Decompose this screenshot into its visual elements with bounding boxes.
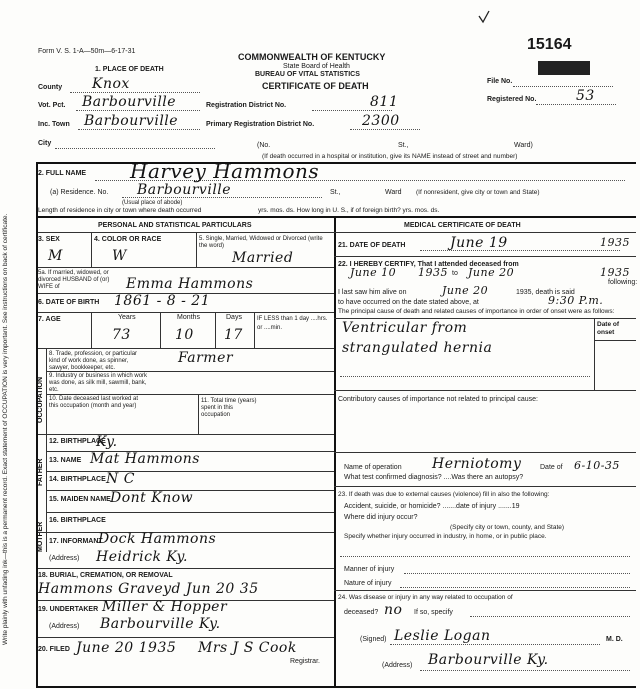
birthplace-14-value: N C [106, 471, 135, 487]
signed-line [390, 644, 600, 645]
occ-10-11-divider [198, 394, 199, 434]
nature-label: Nature of injury [344, 580, 392, 587]
vot-label: Vot. Pct. [38, 102, 66, 109]
ward-label: Ward) [514, 142, 533, 149]
operation-date-label: Date of [540, 464, 563, 471]
spouse-label: 5a. If married, widowed, or divorced HUSBAND of (or) WIFE of [38, 270, 110, 290]
doctor-address-line [420, 670, 630, 671]
accident-label: Accident, suicide, or homicide? .......date of injury .......19 [344, 503, 520, 510]
vot-value: Barbourville [82, 94, 177, 110]
length-residence-label: Length of residence in city or town where death occurred [38, 207, 202, 214]
county-line [70, 92, 200, 93]
birthplace-12-label: 12. BIRTHPLACE [49, 438, 106, 445]
divider-parents [36, 434, 334, 435]
st-label: St., [398, 142, 409, 149]
hospital-note: (If death occurred in a hospital or institution, give its NAME instead of street and number) [262, 153, 518, 160]
divider-operation [334, 452, 636, 453]
attended-from-year: 1935 [418, 266, 448, 279]
registered-no-value: 53 [576, 88, 595, 104]
age-label: 7. AGE [38, 316, 61, 323]
mother-vertical-label: MOTHER [37, 521, 44, 552]
if-so-label: If so, specify [414, 609, 453, 616]
doctor-address-label: (Address) [382, 662, 413, 669]
file-no-line [513, 86, 613, 87]
less-than-day-label: IF LESS than 1 day ....hrs. or ....min. [257, 316, 328, 331]
age-days-label: Days [226, 314, 242, 321]
last-saw-year: 1935, death is said [516, 289, 575, 296]
cause-line-1: Ventricular from [342, 320, 468, 336]
occ-10-label: 10. Date deceased last worked at this occupation (month and year) [49, 396, 139, 409]
specify-line [340, 556, 630, 557]
reg-district-line [312, 110, 392, 111]
date-of-death-value: June 19 [450, 235, 508, 251]
following-label: following: [608, 279, 638, 286]
divider-external [334, 486, 636, 487]
divider-occ-10 [46, 394, 334, 395]
diagnosis-label: What test confirmed diagnosis? ....Was there an autopsy? [344, 474, 524, 481]
attended-from-value: June 10 [350, 266, 397, 279]
informant-address-label: (Address) [49, 555, 80, 562]
burial-value: Hammons Graveyd Jun 20 35 [38, 581, 259, 597]
length-residence-units: yrs. mos. ds. How long in U. S., if of foreign birth? yrs. mos. ds. [258, 207, 440, 214]
last-saw-label: I last saw him alive on [338, 289, 407, 296]
reg-district-label: Registration District No. [206, 102, 287, 109]
father-vertical-label: FATHER [37, 458, 44, 486]
title-commonwealth: COMMONWEALTH OF KENTUCKY [238, 52, 386, 62]
occ-9-label: 9. Industry or business in which work was done, as silk mill, sawmill, bank, etc. [49, 373, 148, 393]
inc-town-line [78, 129, 200, 130]
city-label: City [38, 140, 52, 147]
sex-value: M [48, 248, 63, 264]
occurred-label: to have occurred on the date stated above, at [338, 299, 479, 306]
vot-line [76, 110, 200, 111]
left-border [36, 162, 38, 686]
filed-value: June 20 1935 [76, 640, 177, 656]
residence-label: (a) Residence. No. [50, 189, 109, 196]
age-col1-divider [91, 312, 92, 348]
cause-line-2: strangulated hernia [342, 340, 493, 356]
onset-divider [594, 318, 595, 390]
age-months-label: Months [177, 314, 200, 321]
county-value: Knox [92, 76, 130, 92]
birthplace-12-value: Ky. [96, 434, 118, 450]
informant-address-value: Heidrick Ky. [96, 549, 188, 565]
divider-contributory [334, 390, 636, 391]
age-col4-divider [254, 312, 255, 348]
certificate-number: 15164 [527, 36, 572, 53]
divider-sections-top [36, 216, 636, 218]
name-13-label: 13. NAME [49, 457, 82, 464]
age-col2-divider [160, 312, 161, 348]
deceased-value: no [384, 602, 403, 618]
center-divider [334, 216, 336, 686]
operation-date-value: 6-10-35 [574, 459, 620, 472]
undertaker-address-value: Barbourville Ky. [100, 616, 221, 632]
undertaker-label: 19. UNDERTAKER [38, 606, 99, 613]
title-board: State Board of Health [283, 63, 350, 70]
divider-section-titles [36, 232, 636, 233]
medical-section-title: MEDICAL CERTIFICATE OF DEATH [404, 222, 521, 229]
md-label: M. D. [606, 636, 623, 643]
place-of-death-label: 1. PLACE OF DEATH [95, 66, 164, 73]
residence-value: Barbourville [137, 182, 232, 198]
spouse-value: Emma Hammons [126, 276, 254, 292]
personal-section-title: PERSONAL AND STATISTICAL PARTICULARS [98, 222, 252, 229]
age-years-label: Years [118, 314, 136, 321]
onset-header-line [594, 340, 636, 341]
specify-injury-label: Specify whether injury occurred in industry, in home, or in public place. [344, 533, 547, 540]
divider-occupation-related [334, 590, 636, 591]
color-label: 4. COLOR OR RACE [94, 236, 162, 243]
divider-spouse [36, 267, 334, 268]
age-years-value: 73 [112, 327, 131, 343]
external-causes-label: 23. If death was due to external causes (violence) fill in also the following: [338, 491, 550, 498]
attended-to-year: 1935 [600, 266, 630, 279]
margin-instructions: Write plainly with unfading ink—this is a permanent record. Exact statement of OCCUPATION is very important. See instructions on back of certificate. [2, 213, 9, 645]
time-of-death-value: 9:30 P.m. [548, 294, 604, 307]
divider-14 [46, 471, 334, 472]
divider-causes [334, 318, 636, 319]
title-bureau: BUREAU OF VITAL STATISTICS [255, 71, 360, 78]
manner-label: Manner of injury [344, 566, 395, 573]
informant-value: Dock Hammons [98, 531, 217, 547]
occupation-vertical-divider [46, 348, 47, 434]
primary-district-line [350, 129, 420, 130]
birthplace-14-label: 14. BIRTHPLACE [49, 476, 106, 483]
color-marital-divider [196, 232, 197, 267]
marital-value: Married [232, 250, 294, 266]
principal-cause-label: The principal cause of death and related causes of importance in order of onset were as follows: [338, 308, 615, 315]
sex-label: 3. SEX [38, 236, 60, 243]
no-label: (No. [257, 142, 271, 149]
file-no-label: File No. [487, 78, 513, 85]
county-label: County [38, 84, 63, 91]
nature-line [400, 587, 630, 588]
if-so-line [470, 616, 630, 617]
marital-label: 5. Single, Married, Widowed or Divorced (write the word) [199, 236, 323, 249]
attended-to-value: June 20 [468, 266, 515, 279]
doctor-address-value: Barbourville Ky. [428, 652, 549, 668]
operation-value: Herniotomy [432, 456, 522, 472]
reg-district-value: 811 [370, 94, 399, 110]
color-value: W [112, 248, 127, 264]
primary-district-label: Primary Registration District No. [206, 121, 315, 128]
deceased-label: deceased? [344, 609, 379, 616]
date-of-onset-label: Date of onset [597, 321, 620, 336]
burial-label: 18. BURIAL, CREMATION, OR REMOVAL [38, 572, 173, 579]
operation-label: Name of operation [344, 464, 402, 471]
sex-color-divider [91, 232, 92, 267]
occ-8-value: Farmer [178, 350, 234, 366]
registrar-label: Registrar. [290, 658, 320, 665]
where-injury-label: Where did injury occur? [344, 514, 418, 521]
filed-label: 20. FILED [38, 646, 70, 653]
age-days-value: 17 [224, 327, 243, 343]
name-13-value: Mat Hammons [90, 451, 200, 467]
undertaker-value: Miller & Hopper [102, 599, 228, 615]
divider-occ-9 [46, 371, 334, 372]
occupation-vertical-label: OCCUPATION [37, 376, 44, 423]
city-line [55, 148, 215, 149]
nonres-note: (If nonresident, give city or town and State) [416, 189, 540, 196]
dob-value: 1861 - 8 - 21 [114, 293, 211, 309]
primary-district-value: 2300 [362, 113, 400, 129]
full-name-label: 2. FULL NAME [38, 170, 87, 177]
informant-label: 17. INFORMANT [49, 538, 103, 545]
to-label: to [452, 270, 458, 277]
contributory-label-1: Contributory causes of importance not related to principal cause: [338, 396, 538, 403]
page-title: CERTIFICATE OF DEATH [262, 81, 369, 91]
cause-line-3 [340, 376, 590, 377]
full-name-value: Harvey Hammons [130, 159, 320, 183]
residence-sub: (Usual place of abode) [122, 200, 183, 206]
age-col3-divider [215, 312, 216, 348]
divider-filed [36, 637, 334, 638]
divider-bottom [36, 686, 636, 688]
dob-label: 6. DATE OF BIRTH [38, 299, 100, 306]
divider-certify [334, 256, 636, 257]
divider-name-top [36, 162, 636, 164]
divider-burial [36, 568, 334, 569]
age-months-value: 10 [175, 327, 194, 343]
date-of-death-label: 21. DATE OF DEATH [338, 242, 406, 249]
residence-st-label: St., [330, 189, 341, 196]
divider-16 [46, 512, 334, 513]
last-saw-value: June 20 [442, 284, 489, 297]
occ-11-label: 11. Total time (years) spent in this occupation [201, 398, 257, 418]
registrar-value: Mrs J S Cook [198, 640, 297, 656]
maiden-15-value: Dont Know [110, 490, 194, 506]
maiden-15-label: 15. MAIDEN NAME [49, 496, 111, 503]
occ-8-label: 8. Trade, profession, or particular kind of work done, as spinner, sawyer, bookkeeper, etc. [49, 351, 138, 371]
where-injury-sub: (Specify city or town, county, and State) [450, 524, 565, 531]
registered-no-label: Registered No. [487, 96, 537, 103]
check-mark-icon [478, 10, 490, 24]
date-of-death-year: 1935 [600, 236, 630, 249]
signed-value: Leslie Logan [394, 628, 491, 644]
registered-no-line [536, 104, 616, 105]
form-code: Form V. S. 1-A—50m—6-17-31 [38, 48, 136, 55]
occupation-related-label: 24. Was disease or injury in any way related to occupation of [338, 594, 513, 601]
residence-ward-label: Ward [385, 189, 402, 196]
undertaker-address-label: (Address) [49, 623, 80, 630]
signed-label: (Signed) [360, 636, 387, 643]
divider-occupation [36, 348, 334, 349]
redaction-block [538, 61, 590, 75]
divider-age [36, 312, 334, 313]
manner-line [404, 573, 630, 574]
inc-town-value: Barbourville [84, 113, 179, 129]
inc-town-label: Inc. Town [38, 121, 70, 128]
birthplace-16-label: 16. BIRTHPLACE [49, 517, 106, 524]
certify-label: 22. I HEREBY CERTIFY, That I attended deceased from [338, 261, 519, 268]
